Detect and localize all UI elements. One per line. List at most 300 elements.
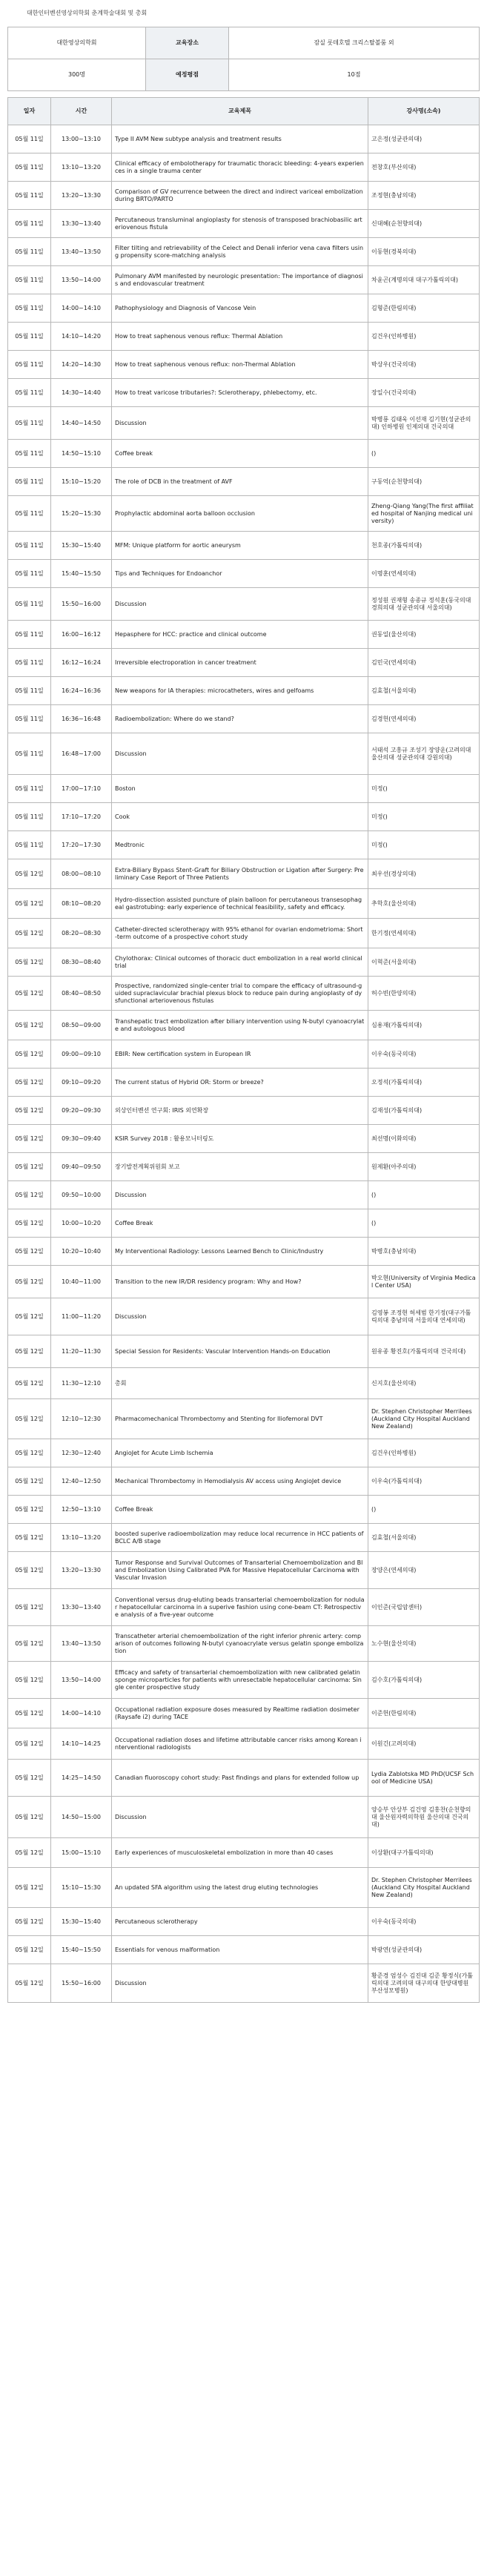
- row-speaker: 이인준(국립암센터): [368, 1589, 480, 1626]
- row-title: Occupational radiation doses and lifetime attributable cancer risks among Korean interventional radiologists: [112, 1728, 368, 1760]
- row-speaker: 미정(): [368, 831, 480, 859]
- row-date: 05월 11일: [8, 440, 51, 468]
- table-row: [8, 1760, 480, 1797]
- row-date: 05월 12일: [8, 1662, 51, 1699]
- row-date: 05월 11일: [8, 210, 51, 238]
- table-row: [8, 1011, 480, 1040]
- row-title: My Interventional Radiology: Lessons Learned Bench to Clinic/Industry: [112, 1238, 368, 1266]
- row-speaker: 김민국(연세의대): [368, 649, 480, 677]
- table-row: [8, 1097, 480, 1125]
- row-time: 13:50~14:00: [51, 266, 112, 294]
- row-time: 14:00~14:10: [51, 294, 112, 323]
- row-speaker: 오정석(가톨릭의대): [368, 1069, 480, 1097]
- table-row: [8, 831, 480, 859]
- row-speaker: Dr. Stephen Christopher Merrilees(Auckland City Hospital Auckland New Zealand): [368, 1868, 480, 1908]
- row-speaker: 이혁준(서울의대): [368, 948, 480, 977]
- row-title: Pathophysiology and Diagnosis of Vancose Vein: [112, 294, 368, 323]
- row-time: 15:30~15:40: [51, 1908, 112, 1936]
- row-title: Transition to the new IR/DR residency program: Why and How?: [112, 1266, 368, 1298]
- row-time: 08:00~08:10: [51, 859, 112, 889]
- row-title: Extra-Biliary Bypass Stent-Graft for Biliary Obstruction or Ligation after Surgery: Preliminary Case Report of Three Patients: [112, 859, 368, 889]
- table-row: [8, 468, 480, 496]
- row-speaker: 이우숙(동국의대): [368, 1908, 480, 1936]
- table-row: [8, 1368, 480, 1399]
- row-speaker: 김건우(인하병원): [368, 1439, 480, 1467]
- row-speaker: 최우선(경상의대): [368, 859, 480, 889]
- table-row: [8, 948, 480, 977]
- row-date: 05월 11일: [8, 621, 51, 649]
- row-time: 16:24~16:36: [51, 677, 112, 705]
- row-speaker: 박상우(건국의대): [368, 351, 480, 379]
- row-date: 05월 12일: [8, 1524, 51, 1552]
- row-speaker: Zheng-Qiang Yang(The first affiliated hospital of Nanjing medical university): [368, 496, 480, 532]
- row-speaker: 이우숙(가톨릭의대): [368, 1467, 480, 1496]
- row-speaker: 이준헌(한림의대): [368, 1699, 480, 1728]
- row-date: 05월 12일: [8, 1797, 51, 1838]
- table-row: [8, 1181, 480, 1209]
- table-row: [8, 733, 480, 775]
- row-title: Discussion: [112, 1298, 368, 1335]
- table-row: [8, 560, 480, 588]
- row-time: 15:40~15:50: [51, 560, 112, 588]
- header-title: 교육제목: [112, 98, 368, 125]
- row-title: Type II AVM New subtype analysis and treatment results: [112, 125, 368, 153]
- row-time: 12:50~13:10: [51, 1496, 112, 1524]
- row-date: 05월 12일: [8, 1153, 51, 1181]
- table-row: [8, 1040, 480, 1069]
- row-speaker: 이동현(경북의대): [368, 238, 480, 266]
- row-speaker: 박오현(University of Virginia Medical Center USA): [368, 1266, 480, 1298]
- row-title: Coffee Break: [112, 1496, 368, 1524]
- row-speaker: 박병룡 김태욱 이선재 김기현(성균관의대) 인하병원 인제의대 건국의대: [368, 407, 480, 440]
- row-speaker: (): [368, 1209, 480, 1238]
- table-row: [8, 532, 480, 560]
- row-date: 05월 12일: [8, 1728, 51, 1760]
- row-title: Percutaneous transluminal angioplasty for stenosis of transposed brachiobasilic arteriovenous fistula: [112, 210, 368, 238]
- row-time: 14:30~14:40: [51, 379, 112, 407]
- credits-label: 예정평점: [146, 59, 229, 91]
- row-time: 13:50~14:00: [51, 1662, 112, 1699]
- row-title: MFM: Unique platform for aortic aneurysm: [112, 532, 368, 560]
- row-speaker: 이명훈(연세의대): [368, 560, 480, 588]
- row-title: Prophylactic abdominal aorta balloon occlusion: [112, 496, 368, 532]
- row-speaker: 전창호(부산의대): [368, 153, 480, 182]
- table-row: [8, 677, 480, 705]
- row-speaker: 한기정(연세의대): [368, 919, 480, 948]
- row-title: Early experiences of musculoskeletal embolization in more than 40 cases: [112, 1838, 368, 1868]
- row-time: 09:30~09:40: [51, 1125, 112, 1153]
- row-date: 05월 11일: [8, 496, 51, 532]
- row-time: 11:20~11:30: [51, 1335, 112, 1368]
- organizer-value: 대한영상의학회: [8, 27, 146, 59]
- row-title: Prospective, randomized single-center trial to compare the efficacy of ultrasound-guided supraclavicular brachial plexus block to reduce pain during angioplasty of dysfunctional arteriovenous fistulas: [112, 977, 368, 1011]
- row-title: Radioembolization: Where do we stand?: [112, 705, 368, 733]
- table-row: [8, 1964, 480, 2003]
- table-row: [8, 1467, 480, 1496]
- row-speaker: 황준경 엄성수 김진대 김준 황정식(가톨릭의대 고려의대 대구의대 한양대병원 부산성모병원): [368, 1964, 480, 2003]
- row-time: 15:50~16:00: [51, 1964, 112, 2003]
- row-date: 05월 12일: [8, 1209, 51, 1238]
- row-speaker: 김수호(가톨릭의대): [368, 1662, 480, 1699]
- table-row: [8, 1069, 480, 1097]
- table-row: [8, 621, 480, 649]
- schedule-body: [8, 125, 480, 2003]
- row-time: 10:20~10:40: [51, 1238, 112, 1266]
- schedule-table: [7, 97, 480, 2003]
- row-date: 05월 12일: [8, 1040, 51, 1069]
- row-speaker: 허수빈(한양의대): [368, 977, 480, 1011]
- row-speaker: 박병호(충남의대): [368, 1238, 480, 1266]
- table-row: [8, 238, 480, 266]
- row-speaker: (): [368, 440, 480, 468]
- row-time: 16:36~16:48: [51, 705, 112, 733]
- row-title: Cook: [112, 803, 368, 831]
- row-time: 15:10~15:20: [51, 468, 112, 496]
- table-row: [8, 153, 480, 182]
- row-time: 13:30~13:40: [51, 1589, 112, 1626]
- row-time: 15:40~15:50: [51, 1936, 112, 1964]
- row-speaker: Lydia Zablotska MD PhD(UCSF School of Medicine USA): [368, 1760, 480, 1797]
- row-title: Boston: [112, 775, 368, 803]
- table-row: [8, 294, 480, 323]
- row-title: Efficacy and safety of transarterial chemoembolization with new calibrated gelatin sponge microparticles for patients with unresectable hepatocellular carcinoma: Single center prospective study: [112, 1662, 368, 1699]
- header-date: 일자: [8, 98, 51, 125]
- header-speaker: 강사명(소속): [368, 98, 480, 125]
- row-time: 14:10~14:20: [51, 323, 112, 351]
- row-date: 05월 11일: [8, 323, 51, 351]
- row-speaker: 김형준(한림의대): [368, 294, 480, 323]
- row-time: 08:20~08:30: [51, 919, 112, 948]
- row-speaker: 차윤곤(계명의대 대구가톨릭의대): [368, 266, 480, 294]
- table-row: [8, 588, 480, 621]
- row-date: 05월 12일: [8, 1335, 51, 1368]
- table-row: [8, 1238, 480, 1266]
- row-title: Irreversible electroporation in cancer treatment: [112, 649, 368, 677]
- row-time: 14:40~14:50: [51, 407, 112, 440]
- row-date: 05월 12일: [8, 1699, 51, 1728]
- row-time: 13:30~13:40: [51, 210, 112, 238]
- row-speaker: 김재성(가톨릭의대): [368, 1097, 480, 1125]
- row-date: 05월 12일: [8, 1238, 51, 1266]
- row-title: Comparison of GV recurrence between the direct and indirect variceal embolization during BRTO/PARTO: [112, 182, 368, 210]
- table-row: [8, 266, 480, 294]
- row-date: 05월 11일: [8, 775, 51, 803]
- row-title: How to treat saphenous venous reflux: Thermal Ablation: [112, 323, 368, 351]
- venue-label: 교육장소: [146, 27, 229, 59]
- table-row: [8, 379, 480, 407]
- row-time: 12:30~12:40: [51, 1439, 112, 1467]
- row-speaker: 김경헌(연세의대): [368, 705, 480, 733]
- row-time: 15:10~15:30: [51, 1868, 112, 1908]
- table-row: [8, 1589, 480, 1626]
- row-speaker: 이상환(대구가톨릭의대): [368, 1838, 480, 1868]
- row-title: Pulmonary AVM manifested by neurologic presentation: The importance of diagnosis and endovascular treatment: [112, 266, 368, 294]
- table-row: [8, 705, 480, 733]
- row-title: Chylothorax: Clinical outcomes of thoracic duct embolization in a real world clinical trial: [112, 948, 368, 977]
- table-row: [8, 1399, 480, 1439]
- table-row: [8, 1868, 480, 1908]
- row-date: 05월 11일: [8, 588, 51, 621]
- row-date: 05월 11일: [8, 294, 51, 323]
- row-title: 장기발전계획위원회 보고: [112, 1153, 368, 1181]
- table-row: [8, 1626, 480, 1662]
- row-speaker: (): [368, 1496, 480, 1524]
- row-date: 05월 12일: [8, 1439, 51, 1467]
- row-time: 14:00~14:10: [51, 1699, 112, 1728]
- table-row: [8, 1699, 480, 1728]
- row-time: 13:40~13:50: [51, 1626, 112, 1662]
- row-time: 17:20~17:30: [51, 831, 112, 859]
- row-title: Transhepatic tract embolization after biliary intervention using N-butyl cyanoacrylate and autologous blood: [112, 1011, 368, 1040]
- table-row: [8, 1335, 480, 1368]
- row-date: 05월 11일: [8, 125, 51, 153]
- row-time: 09:40~09:50: [51, 1153, 112, 1181]
- row-date: 05월 12일: [8, 1011, 51, 1040]
- info-row: [8, 59, 480, 91]
- row-date: 05월 12일: [8, 1399, 51, 1439]
- table-row: [8, 1496, 480, 1524]
- row-date: 05월 11일: [8, 379, 51, 407]
- row-time: 14:25~14:50: [51, 1760, 112, 1797]
- row-speaker: (): [368, 1181, 480, 1209]
- row-date: 05월 12일: [8, 1908, 51, 1936]
- row-date: 05월 12일: [8, 1496, 51, 1524]
- row-time: 09:50~10:00: [51, 1181, 112, 1209]
- row-date: 05월 12일: [8, 1936, 51, 1964]
- row-title: KSIR Survey 2018 : 활용모니터링도: [112, 1125, 368, 1153]
- row-title: Coffee Break: [112, 1209, 368, 1238]
- row-title: The current status of Hybrid OR: Storm or breeze?: [112, 1069, 368, 1097]
- row-speaker: 이원긴(고려의대): [368, 1728, 480, 1760]
- row-time: 10:40~11:00: [51, 1266, 112, 1298]
- venue-value: 잠실 롯데호텔 크리스탈볼룸 외: [229, 27, 480, 59]
- row-date: 05월 12일: [8, 1368, 51, 1399]
- row-date: 05월 11일: [8, 803, 51, 831]
- schedule-header-row: [8, 98, 480, 125]
- row-title: The role of DCB in the treatment of AVF: [112, 468, 368, 496]
- row-title: Coffee break: [112, 440, 368, 468]
- row-time: 17:00~17:10: [51, 775, 112, 803]
- row-title: Clinical efficacy of embolotherapy for traumatic thoracic bleeding: 4-years experiences in a single trauma center: [112, 153, 368, 182]
- table-row: [8, 496, 480, 532]
- row-title: 총회: [112, 1368, 368, 1399]
- row-title: New weapons for IA therapies: microcatheters, wires and gelfoams: [112, 677, 368, 705]
- table-row: [8, 210, 480, 238]
- table-row: [8, 440, 480, 468]
- row-date: 05월 11일: [8, 532, 51, 560]
- row-date: 05월 12일: [8, 1097, 51, 1125]
- row-title: 외상인터벤션 연구회: IRIS 외연확장: [112, 1097, 368, 1125]
- row-date: 05월 12일: [8, 1181, 51, 1209]
- row-time: 15:50~16:00: [51, 588, 112, 621]
- table-row: [8, 1209, 480, 1238]
- row-date: 05월 11일: [8, 153, 51, 182]
- row-date: 05월 11일: [8, 705, 51, 733]
- row-title: Transcatheter arterial chemoembolization of the right inferior phrenic artery: comparison of outcomes following N-butyl cyanoacrylate versus gelatin sponge embolization: [112, 1626, 368, 1662]
- table-row: [8, 1797, 480, 1838]
- row-speaker: 김영봉 조정현 허세범 한기정(대구가톨릭의대 충남의대 서울의대 연세의대): [368, 1298, 480, 1335]
- table-row: [8, 182, 480, 210]
- row-title: Essentials for venous malformation: [112, 1936, 368, 1964]
- capacity-value: 300명: [8, 59, 146, 91]
- row-time: 15:00~15:10: [51, 1838, 112, 1868]
- table-row: [8, 323, 480, 351]
- row-title: Discussion: [112, 1181, 368, 1209]
- row-date: 05월 12일: [8, 1069, 51, 1097]
- row-date: 05월 11일: [8, 831, 51, 859]
- row-speaker: 최선명(이화의대): [368, 1125, 480, 1153]
- table-row: [8, 977, 480, 1011]
- row-date: 05월 12일: [8, 1964, 51, 2003]
- row-date: 05월 11일: [8, 351, 51, 379]
- table-row: [8, 1552, 480, 1589]
- row-speaker: Dr. Stephen Christopher Merrilees(Auckland City Hospital Auckland New Zealand): [368, 1399, 480, 1439]
- table-row: [8, 1266, 480, 1298]
- row-time: 09:10~09:20: [51, 1069, 112, 1097]
- row-time: 13:10~13:20: [51, 1524, 112, 1552]
- row-title: Discussion: [112, 588, 368, 621]
- row-date: 05월 12일: [8, 889, 51, 919]
- row-time: 12:10~12:30: [51, 1399, 112, 1439]
- row-title: Catheter-directed sclerotherapy with 95% ethanol for ovarian endometrioma: Short-term outcome of a prospective cohort study: [112, 919, 368, 948]
- row-time: 15:20~15:30: [51, 496, 112, 532]
- row-time: 14:50~15:10: [51, 440, 112, 468]
- row-title: EBIR: New certification system in European IR: [112, 1040, 368, 1069]
- row-speaker: 권동일(울산의대): [368, 621, 480, 649]
- row-time: 14:10~14:25: [51, 1728, 112, 1760]
- row-speaker: 원제환(아주의대): [368, 1153, 480, 1181]
- row-time: 16:12~16:24: [51, 649, 112, 677]
- row-date: 05월 12일: [8, 1838, 51, 1868]
- row-title: Occupational radiation exposure doses measured by Realtime radiation dosimeter (Raysafe i2) during TACE: [112, 1699, 368, 1728]
- row-speaker: 미정(): [368, 775, 480, 803]
- row-speaker: 고은정(성균관의대): [368, 125, 480, 153]
- row-time: 11:00~11:20: [51, 1298, 112, 1335]
- table-row: [8, 351, 480, 379]
- row-date: 05월 12일: [8, 1589, 51, 1626]
- row-speaker: 이우숙(동국의대): [368, 1040, 480, 1069]
- row-title: Hepasphere for HCC: practice and clinical outcome: [112, 621, 368, 649]
- row-time: 15:30~15:40: [51, 532, 112, 560]
- row-title: Tumor Response and Survival Outcomes of Transarterial Chemoembolization and Bland Embolization Using Calibrated PVA for Massive Hepatocellular Carcinoma with Vascular Invasion: [112, 1552, 368, 1589]
- table-row: [8, 889, 480, 919]
- row-time: 09:00~09:10: [51, 1040, 112, 1069]
- row-speaker: 노수현(울산의대): [368, 1626, 480, 1662]
- row-time: 16:00~16:12: [51, 621, 112, 649]
- table-row: [8, 1524, 480, 1552]
- table-row: [8, 1298, 480, 1335]
- row-date: 05월 12일: [8, 1626, 51, 1662]
- row-speaker: 미정(): [368, 803, 480, 831]
- row-speaker: 신지호(울산의대): [368, 1368, 480, 1399]
- row-date: 05월 12일: [8, 1868, 51, 1908]
- row-date: 05월 12일: [8, 859, 51, 889]
- row-date: 05월 11일: [8, 560, 51, 588]
- row-time: 10:00~10:20: [51, 1209, 112, 1238]
- row-time: 16:48~17:00: [51, 733, 112, 775]
- row-time: 13:00~13:10: [51, 125, 112, 153]
- table-row: [8, 1728, 480, 1760]
- row-time: 13:40~13:50: [51, 238, 112, 266]
- row-time: 13:20~13:30: [51, 1552, 112, 1589]
- table-row: [8, 919, 480, 948]
- row-date: 05월 11일: [8, 649, 51, 677]
- table-row: [8, 775, 480, 803]
- row-speaker: 장양은(연세의대): [368, 1552, 480, 1589]
- row-title: An updated SFA algorithm using the latest drug eluting technologies: [112, 1868, 368, 1908]
- row-date: 05월 11일: [8, 407, 51, 440]
- row-time: 08:10~08:20: [51, 889, 112, 919]
- row-time: 08:40~08:50: [51, 977, 112, 1011]
- row-title: Canadian fluoroscopy cohort study: Past findings and plans for extended follow up: [112, 1760, 368, 1797]
- table-row: [8, 1936, 480, 1964]
- row-date: 05월 12일: [8, 1298, 51, 1335]
- row-speaker: 신대혜(순천향의대): [368, 210, 480, 238]
- row-date: 05월 12일: [8, 1760, 51, 1797]
- row-date: 05월 12일: [8, 948, 51, 977]
- row-date: 05월 12일: [8, 1266, 51, 1298]
- row-time: 17:10~17:20: [51, 803, 112, 831]
- page-title: 대한인터벤션영상의학회 춘계학술대회 및 총회: [27, 10, 148, 16]
- credits-value: 10점: [229, 59, 480, 91]
- row-title: How to treat varicose tributaries?: Sclerotherapy, phlebectomy, etc.: [112, 379, 368, 407]
- row-title: How to treat saphenous venous reflux: non-Thermal Ablation: [112, 351, 368, 379]
- row-speaker: 박광연(성균관의대): [368, 1936, 480, 1964]
- header-time: 시간: [51, 98, 112, 125]
- row-title: Medtronic: [112, 831, 368, 859]
- table-row: [8, 407, 480, 440]
- row-speaker: 김효철(서울의대): [368, 677, 480, 705]
- table-row: [8, 125, 480, 153]
- row-title: Pharmacomechanical Thrombectomy and Stenting for Iliofemoral DVT: [112, 1399, 368, 1439]
- row-speaker: 원유종 황진호(가톨릭의대 건국의대): [368, 1335, 480, 1368]
- row-time: 08:50~09:00: [51, 1011, 112, 1040]
- row-speaker: 양승부 안상부 김건영 김홍찬(순천향의대 울산원자력의학원 울산의대 건국의대): [368, 1797, 480, 1838]
- table-row: [8, 859, 480, 889]
- row-speaker: 추학호(울산의대): [368, 889, 480, 919]
- row-time: 08:30~08:40: [51, 948, 112, 977]
- table-row: [8, 649, 480, 677]
- row-date: 05월 11일: [8, 266, 51, 294]
- row-time: 12:40~12:50: [51, 1467, 112, 1496]
- row-time: 13:10~13:20: [51, 153, 112, 182]
- table-row: [8, 1908, 480, 1936]
- table-row: [8, 1125, 480, 1153]
- row-speaker: 서태석 고흥규 조성기 장양운(고려의대 울산의대 성균관의대 강원의대): [368, 733, 480, 775]
- row-title: Discussion: [112, 407, 368, 440]
- row-title: Percutaneous sclerotherapy: [112, 1908, 368, 1936]
- row-title: Discussion: [112, 1964, 368, 2003]
- row-title: AngioJet for Acute Limb Ischemia: [112, 1439, 368, 1467]
- row-speaker: 김건우(인하병원): [368, 323, 480, 351]
- row-title: Filter tilting and retrievability of the Celect and Denali inferior vena cava filters using propensity score-matching analysis: [112, 238, 368, 266]
- row-date: 05월 12일: [8, 1125, 51, 1153]
- row-speaker: 천호종(가톨릭의대): [368, 532, 480, 560]
- row-speaker: 심용재(가톨릭의대): [368, 1011, 480, 1040]
- row-title: Special Session for Residents: Vascular Intervention Hands-on Education: [112, 1335, 368, 1368]
- row-title: Discussion: [112, 1797, 368, 1838]
- row-speaker: 조정현(충남의대): [368, 182, 480, 210]
- row-date: 05월 11일: [8, 677, 51, 705]
- row-time: 14:50~15:00: [51, 1797, 112, 1838]
- row-speaker: 김효철(서울의대): [368, 1524, 480, 1552]
- table-row: [8, 1439, 480, 1467]
- table-row: [8, 803, 480, 831]
- course-info-table: [7, 27, 480, 91]
- row-time: 09:20~09:30: [51, 1097, 112, 1125]
- info-row: [8, 27, 480, 59]
- row-title: Hydro-dissection assisted puncture of plain balloon for percutaneous transesophageal gastrotubing: early experience of technical feasibility, safety and efficacy.: [112, 889, 368, 919]
